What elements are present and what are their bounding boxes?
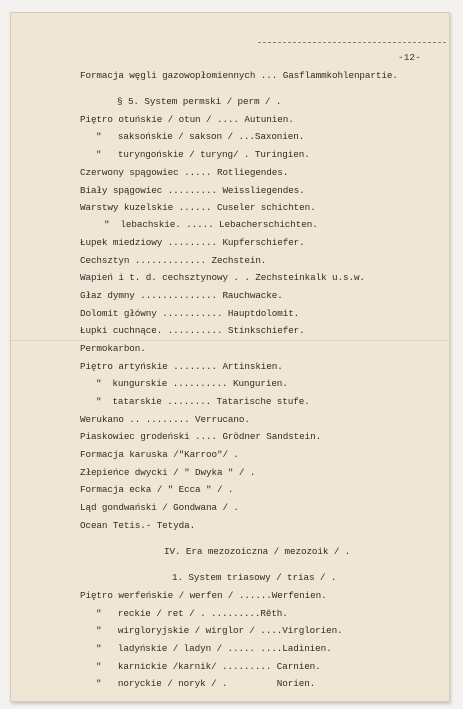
page-number: -12- <box>398 52 421 63</box>
section-heading: 1. System triasowy / trias / . <box>172 572 337 583</box>
text-line: Cechsztyn ............. Zechstein. <box>80 255 267 266</box>
text-line: " turyngońskie / turyng/ . Turingien. <box>96 149 310 160</box>
text-line: " saksońskie / sakson / ...Saxonien. <box>96 131 305 142</box>
text-line: Formacja węgli gazowopłomiennych ... Gasflammkohlenpartie. <box>80 70 398 81</box>
text-line: Piętro artyńskie ........ Artinskien. <box>80 361 283 372</box>
text-line: Formacja ecka / " Ecca " / . <box>80 484 234 495</box>
text-line: Łupki cuchnące. .......... Stinkschiefer. <box>80 325 305 336</box>
text-line: Dolomit główny ........... Hauptdolomit. <box>80 308 300 319</box>
text-line: " wirgloryjskie / wirglor / ....Virglorien. <box>96 625 343 636</box>
text-line: Złepieńce dwycki / " Dwyka " / . <box>80 467 256 478</box>
text-line: " karnickie /karnik/ ......... Carnien. <box>96 661 321 672</box>
text-line: " ladyńskie / ladyn / ..... ....Ladinien. <box>96 643 332 654</box>
text-line: " tatarskie ........ Tatarische stufe. <box>96 396 310 407</box>
page-fold <box>10 340 448 341</box>
text-line: Piętro otuńskie / otun / .... Autunien. <box>80 114 294 125</box>
text-line: Biały spągowiec ......... Weissliegendes. <box>80 185 305 196</box>
text-line: Piaskowiec grodeński .... Grödner Sandstein. <box>80 431 322 442</box>
text-line: Warstwy kuzelskie ...... Cuseler schichten. <box>80 202 316 213</box>
text-line: " noryckie / noryk / . Norien. <box>96 678 316 689</box>
text-line: Werukano .. ........ Verrucano. <box>80 414 250 425</box>
era-heading: IV. Era mezozoiczna / mezozoik / . <box>164 546 351 557</box>
text-line: Głaz dymny .............. Rauchwacke. <box>80 290 283 301</box>
text-line: Ląd gondwański / Gondwana / . <box>80 502 239 513</box>
text-line: " lebachskie. ..... Lebacherschichten. <box>104 219 318 230</box>
text-line: Łupek miedziowy ......... Kupferschiefer. <box>80 237 305 248</box>
text-line: " kungurskie .......... Kungurien. <box>96 378 288 389</box>
text-line: Ocean Tetis.- Tetyda. <box>80 520 196 531</box>
text-line: Formacja karuska /"Karroo"/ . <box>80 449 239 460</box>
text-line: Piętro werfeńskie / werfen / ......Werfenien. <box>80 590 327 601</box>
text-line: Permokarbon. <box>80 343 146 354</box>
text-line: Wapień i t. d. cechsztynowy . . Zechsteinkalk u.s.w. <box>80 272 365 283</box>
text-line: Czerwony spągowiec ..... Rotliegendes. <box>80 167 289 178</box>
section-heading: § 5. System permski / perm / . <box>117 96 282 107</box>
header-rule <box>258 42 446 43</box>
text-line: " reckie / ret / . .........Rêth. <box>96 608 288 619</box>
